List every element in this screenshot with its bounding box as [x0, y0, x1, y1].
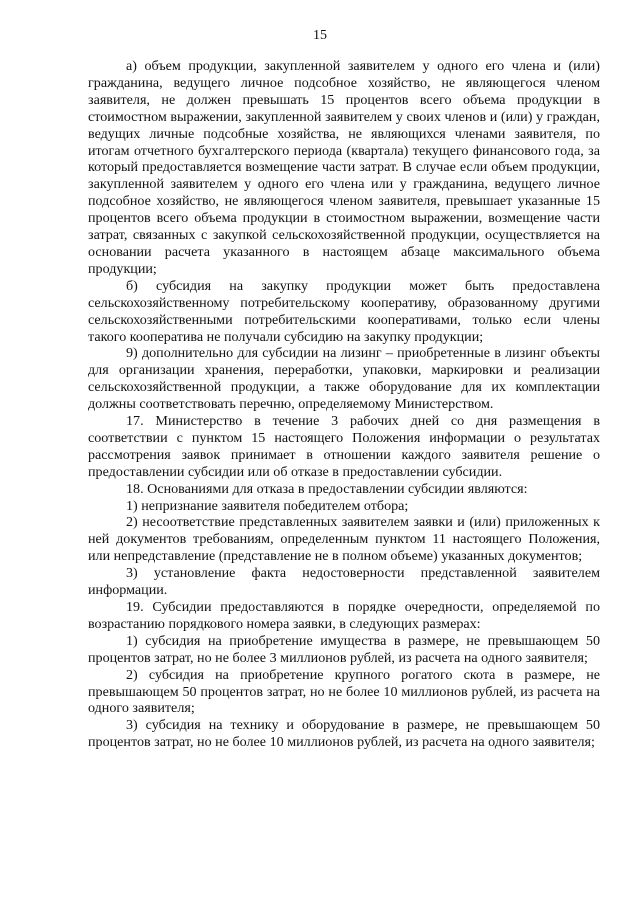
paragraph-19-item-3: 3) субсидия на технику и оборудование в размере, не превышающем 50 процентов затрат, но не более 10 миллионов рублей, из расчета на одного заявителя; [88, 717, 600, 751]
paragraph-18: 18. Основаниями для отказа в предоставлении субсидии являются: [126, 480, 528, 497]
paragraph-9: 9) дополнительно для субсидии на лизинг – приобретенные в лизинг объекты для организации хранения, переработки, упаковки, маркировки и реализации сельскохозяйственной продукции, а также оборудование для их комплектации должны соответствовать перечню, определяемому Министерством. [88, 345, 600, 413]
paragraph-18-item-2: 2) несоответствие представленных заявителем заявки и (или) приложенных к ней документов требованиям, определенным пунктом 11 настоящего Положения, или непредставление (представление не в полном объеме) указанных документов; [88, 514, 600, 565]
paragraph-18-item-1: 1) непризнание заявителя победителем отбора; [126, 497, 409, 514]
page-number: 15 [313, 28, 327, 43]
paragraph-19: 19. Субсидии предоставляются в порядке очередности, определяемой по возрастанию порядкового номера заявки, в следующих размерах: [88, 599, 600, 632]
paragraph-19-item-1: 1) субсидия на приобретение имущества в размере, не превышающем 50 процентов затрат, но не более 3 миллионов рублей, из расчета на одного заявителя; [88, 632, 600, 666]
document-body [88, 58, 600, 751]
paragraph-17: 17. Министерство в течение 3 рабочих дней со дня размещения в соответствии с пунктом 15 настоящего Положения информации о результатах рассмотрения заявок принимает в отношении каждого заявителя решение о предоставлении субсидии или об отказе в предоставлении субсидии. [88, 413, 600, 480]
paragraph-19-item-2: 2) субсидия на приобретение крупного рогатого скота в размере, не превышающем 50 процентов затрат, но не более 10 миллионов рублей, из расчета на одного заявителя; [88, 666, 600, 717]
paragraph-18-item-3: 3) установление факта недостоверности представленной заявителем информации. [88, 565, 600, 599]
paragraph-b: б) субсидия на закупку продукции может быть предоставлена сельскохозяйственному потребительскому кооперативу, образованному другими сельскохозяйственными потребительскими кооперативами, только если члены такого кооператива не получали субсидию на закупку продукции; [88, 277, 600, 345]
paragraph-a: а) объем продукции, закупленной заявителем у одного его члена и (или) гражданина, ведущего личное подсобное хозяйство, не являющегося членом заявителя, не должен превышать 15 процентов всего объема продукции в стоимостном выражении, закупленной заявителем у своих членов и (или) у граждан, ведущих личные подсобные хозяйства, не являющихся членами заявителя, по итогам отчетного бухгалтерского периода (квартала) текущего финансового года, за который предоставляется возмещение части затрат. В случае если объем продукции, закупленной заявителем у одного его члена или у гражданина, ведущего личное подсобное хозяйство, не являющегося членом заявителя, превышает указанные 15 процентов всего объема продукции в стоимостном выражении, возмещение части затрат, связанных с закупкой сельскохозяйственной продукции, осуществляется на основании расчета указанного в настоящем абзаце максимального объема продукции; [88, 58, 600, 277]
